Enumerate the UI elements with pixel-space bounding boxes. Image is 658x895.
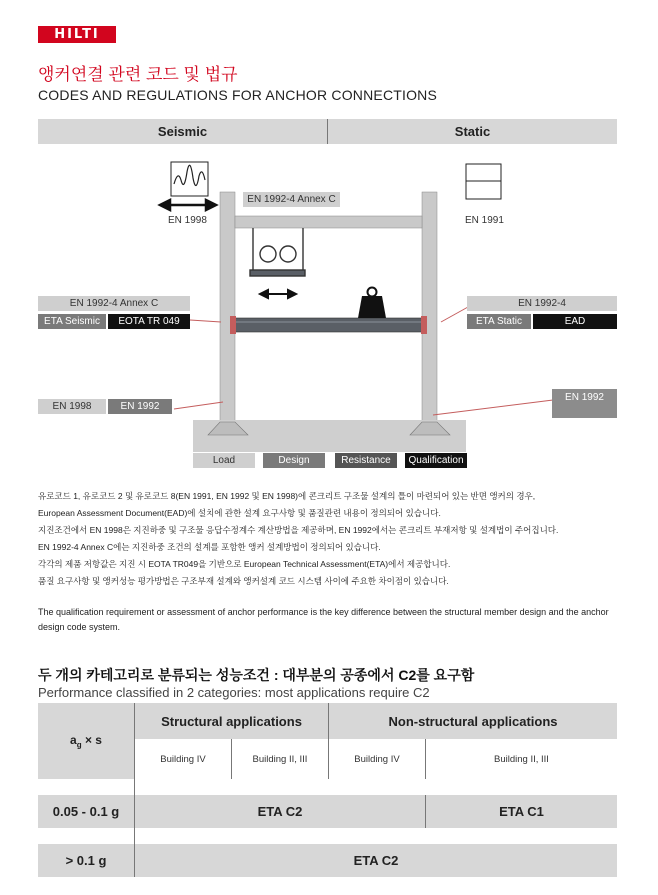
building-ii-iii: Building II, III (232, 739, 329, 779)
label-en1992-bottom: EN 1992 (108, 399, 172, 414)
legend-load: Load (193, 453, 255, 468)
seismic-header: Seismic (38, 119, 328, 144)
ag-s-header: $a_g \times s$ (38, 703, 135, 779)
paragraph-line: 각각의 제품 저항값은 지진 시 EOTA TR049을 기반으로 European Technical Assessment(ETA)에서 제공합니다. (38, 559, 451, 569)
label-eota: EOTA TR 049 (108, 314, 190, 329)
label-en19924-right: EN 1992-4 (467, 296, 617, 311)
static-header: Static (328, 119, 617, 144)
label-en1991: EN 1991 (465, 215, 504, 226)
seismic-wave-icon (171, 162, 208, 196)
label-en1992-right: EN 1992 (552, 389, 617, 418)
label-en1998-bottom: EN 1998 (38, 399, 106, 414)
top-beam (235, 216, 422, 228)
paragraph-line: 유로코드 1, 유로코드 2 및 유로코드 8(EN 1991, EN 1992 및 EN 1998)에 콘크리트 구조물 설계의 틀이 마련되어 있는 반면 앵커의 경우, (38, 491, 536, 501)
horizontal-arrow-icon (160, 200, 216, 210)
eta-c2-value: ETA C2 (135, 844, 618, 877)
label-ead: EAD (533, 314, 617, 329)
hilti-logo: HILTI (38, 26, 116, 43)
label-annex-left: EN 1992-4 Annex C (38, 296, 190, 311)
page-title-korean: 앵커연결 관련 코드 및 법규 (38, 65, 238, 84)
building-ii-iii: Building II, III (426, 739, 618, 779)
eta-c1-value: ETA C1 (426, 795, 618, 828)
legend-qualification: Qualification (405, 453, 467, 468)
label-eta-seismic: ETA Seismic (38, 314, 106, 329)
static-load-icon (466, 164, 501, 199)
structural-header: Structural applications (135, 703, 329, 739)
paragraph-line: European Assessment Document(EAD)에 설치에 관한 설계 요구사항 및 품질관련 내용이 정의되어 있습니다. (38, 508, 441, 518)
paragraph-line: EN 1992-4 Annex C에는 지진하중 조건의 설계를 포함한 앵커 설계방법이 정의되어 있습니다. (38, 542, 381, 552)
performance-title-korean: 두 개의 카테고리로 분류되는 성능조건 : 대부분의 공종에서 C2를 요구함 (38, 667, 475, 683)
page-title-english: CODES AND REGULATIONS FOR ANCHOR CONNECTIONS (38, 87, 438, 103)
hanger-arrow-icon (260, 290, 296, 298)
legend-design: Design (263, 453, 325, 468)
weight-icon (358, 288, 386, 319)
right-column (422, 192, 437, 424)
performance-title-english: Performance classified in 2 categories: most applications require C2 (38, 685, 430, 700)
left-column (220, 192, 235, 424)
left-anchor-plate (230, 316, 236, 334)
row-label: 0.05 - 0.1 g (38, 795, 135, 828)
nonstructural-header: Non-structural applications (329, 703, 618, 739)
paragraph-line: 지진조건에서 EN 1998은 지진하중 및 구조물 응답수정계수 계산방법을 제공하며, EN 1992에서는 콘크리트 부재저항 및 설계법이 주어집니다. (38, 525, 559, 535)
steel-beam (235, 318, 422, 332)
row-label: > 0.1 g (38, 844, 135, 877)
building-iv: Building IV (329, 739, 426, 779)
eta-c2-value: ETA C2 (135, 795, 426, 828)
performance-table (38, 703, 617, 877)
paragraph-line: 품질 요구사항 및 앵커성능 평가방법은 구조부재 설계와 앵커설계 코드 시스템 사이에 주요한 차이점이 있습니다. (38, 576, 449, 586)
paragraph-english: The qualification requirement or assessment of anchor performance is the key difference between the structural member design and the anchor design code system. (38, 607, 609, 632)
legend-resistance: Resistance (335, 453, 397, 468)
right-anchor-plate (421, 316, 427, 334)
label-annex-top: EN 1992-4 Annex C (243, 192, 340, 207)
building-iv: Building IV (135, 739, 232, 779)
label-eta-static: ETA Static (467, 314, 531, 329)
label-en1998-top: EN 1998 (168, 215, 207, 226)
pipe-hanger (250, 228, 305, 276)
